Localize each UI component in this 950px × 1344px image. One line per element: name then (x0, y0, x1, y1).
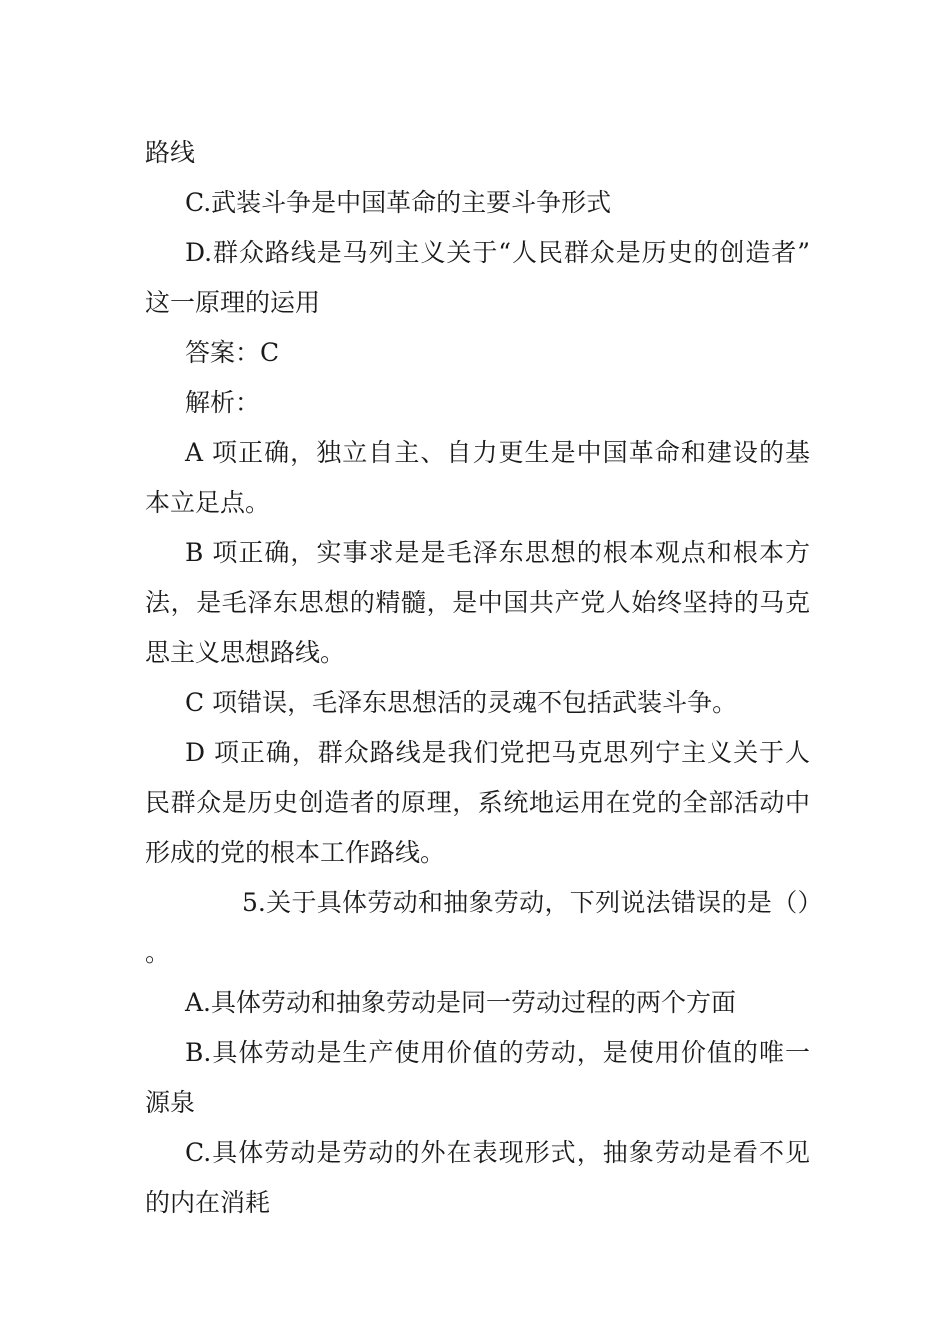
option-d: D.群众路线是马列主义关于“人民群众是历史的创造者”这一原理的运用 (145, 238, 810, 317)
document-body (145, 128, 810, 1228)
analysis-heading: 解析： (185, 388, 261, 417)
question-5-option-b: B.具体劳动是生产使用价值的劳动，是使用价值的唯一源泉 (145, 1038, 810, 1117)
analysis-item-d: D 项正确，群众路线是我们党把马克思列宁主义关于人民群众是历史创造者的原理，系统地运用在党的全部活动中形成的党的根本工作路线。 (145, 738, 810, 867)
answer-line: 答案：C (185, 338, 280, 367)
question-5-option-a: A.具体劳动和抽象劳动是同一劳动过程的两个方面 (185, 988, 737, 1017)
option-c: C.武装斗争是中国革命的主要斗争形式 (185, 188, 612, 217)
analysis-item-a: A 项正确，独立自主、自力更生是中国革命和建设的基本立足点。 (145, 438, 810, 517)
analysis-item-c: C 项错误，毛泽东思想活的灵魂不包括武装斗争。 (185, 688, 738, 717)
continued-option-b-text: 路线 (145, 138, 196, 167)
question-5: 5.关于具体劳动和抽象劳动，下列说法错误的是（）。 (145, 888, 810, 967)
question-5-option-c: C.具体劳动是劳动的外在表现形式，抽象劳动是看不见的内在消耗 (145, 1138, 810, 1217)
analysis-item-b: B 项正确，实事求是是毛泽东思想的根本观点和根本方法，是毛泽东思想的精髓，是中国共产党人始终坚持的马克思主义思想路线。 (145, 538, 810, 667)
